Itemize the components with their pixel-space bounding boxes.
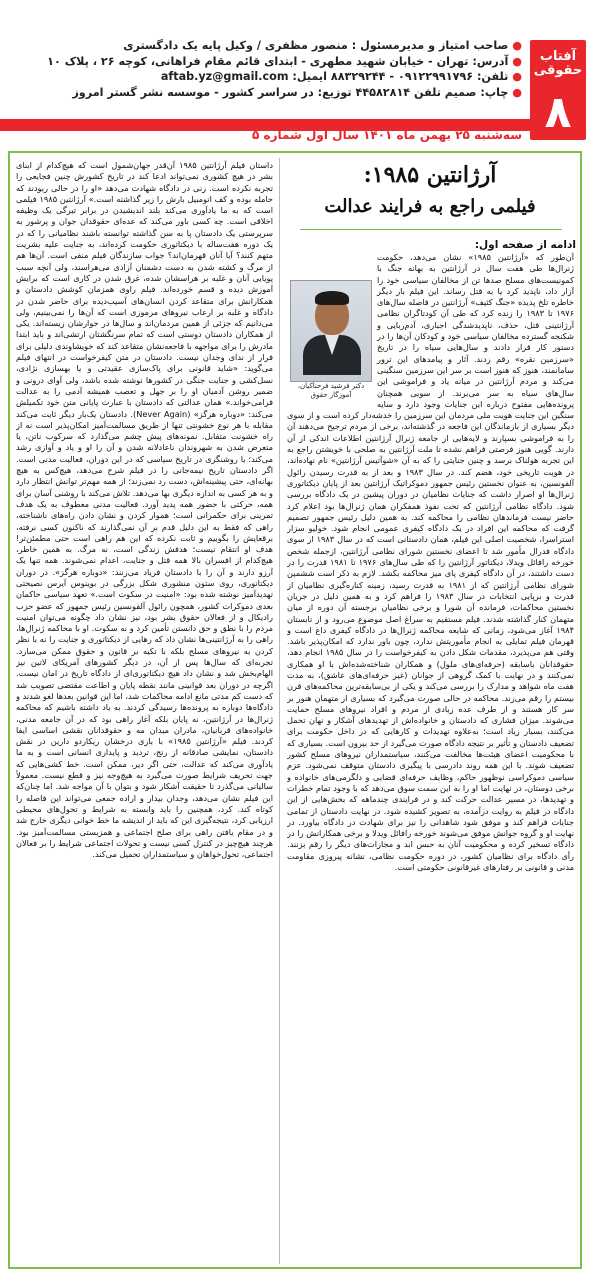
issue-date-line: سه‌شنبه ۲۵ بهمن ماه ۱۴۰۱ سال اول شماره ۵ xyxy=(251,128,522,142)
right-column-body: آن‌طور که «آرژانتین ۱۹۸۵» نشان می‌دهد، حکومت ژنرال‌ها طی هفت سال در آرژانتین به بهانه جنگ با کمونیست‌های مسلح صدها تن از مخالفان سیاسی خود را آزار داد، ناپدید کرد یا به قتل رساند. این فیلم بار دیگر خاطره تلخ پدیده «جنگ کثیف» آرژانتین در فاصله سال‌های ۱۹۷۶ تا ۱۹۸۳ را زنده کرد که طی آن کودتاگران نظامی آرژانتینی قتل، حذف، ناپدیدشدگی اجباری، آدم‌ربایی و شکنجه گسترده مخالفان سیاسی خود و کودکان آن‌ها را در دستور کار قرار دادند و سال‌هایی سیاه را در تاریخ «سرزمین نقره» رقم زدند. آثار و پیامدهای این ترور سامانمند، هنوز که هنوز است بر سر این سرزمین سنگینی می‌کند و مردم آرژانتین در میانه یاد و فراموشی این سال‌های سیاه به سر می‌برند. از سویی همچنان پرونده‌هایی مفتوح درباره این جنایات وجود دارد و سایه سنگین این جنایت هویت ملی مردمان این سرزمین را خدشه‌دار کرده است و از سوی دیگر بسیاری از بازماندگان این فاجعه در گذشته‌اند، برخی از مردم ترجیح می‌دهند آن را به فراموشی بسپارند و لایه‌هایی از جامعه ژنرال آرژانتین اطلاعات اندکی از آن دارند. گویی هنوز فرصتی فراهم نشده تا ملت آرژانتین به صلحی با خویشتن راجع به این تجربه هولناک برسد و چنین جنایتی را که به آن «شوآتیس آرژانتین» نام نهاده‌اند، در هویت تاریخی خود، هضم کند. در سال ۱۹۸۳ و بعد از به قدرت رسیدن رائول آلفونسین، به عنوان نخستین رئیس جمهور دموکراتیک آرژانتین بعد از پایان دیکتاتوری ژنرال‌ها او اصرار داشت که جنایات نظامیان در دوران پیشین در یک دادگاه بررسی شود. دادگاه نظامی آرژانتین که تحت نفوذ همفکران همان ژنرال‌ها بود اعلام کرد حاضر نیست فرماندهان نظامی را محاکمه کند. به همین دلیل رئیس جمهور تصمیم گرفت که محاکمه این افراد در یک دادگاه کیفری عمومی انجام شود. خولیو سزار استراسرا، شخصیت اصلی این فیلم، همان دادستانی است که در سال ۱۹۸۳ از سوی دادگاه فدرال مأمور شد تا اعضای نخستین شورای نظامی آرژانتین، ازجمله شخص خورخه رافائل ویدلا، دیکتاتور آرژانتین را که طی سال‌های ۱۹۷۶ تا ۱۹۸۱ قدرت را در دست داشتند، در آن دادگاه کیفری پای میز محاکمه بکشد. لازم به ذکر است ششمین شورای نظامی آرژانتین که از ۱۹۸۱ به قدرت رسید، زمینه کناره‌گیری نظامیان از قدرت و برپایی انتخابات در سال ۱۹۸۳ را فراهم کرد و به همین دلیل در جریان نخستین محاکمات، فرمانده آن شورا و برخی نظامیان برجسته آن دوره از میان متهمان کنار گذاشته شدند. فیلم مستقیم به سراغ اصل موضوع می‌رود و از تابستان ۱۹۸۴ آغاز می‌شود، زمانی که شایعه محاکمه ژنرال‌ها در دادگاه کیفری داغ است و قهرمان فیلم تمایلی به انجام مأموریتش ندارد، چون باور ندارد که امکان‌پذیر باشد. وقتی هم می‌پذیرد، مقدمات شکل دادن به کیفرخواست را در سال ۱۹۸۵ انجام دهد، حقوقدانان باسابقه (حرفه‌ای‌های ملول) و همکاران شناخته‌شده‌اش با او همکاری نمی‌کنند و در نهایت با کمک گروهی از جوانان (غیر حرفه‌ای‌های عاشق)، به مدت هفت ماه شواهد و مدارک را بررسی می‌کند و یکی از بی‌سابقه‌ترین محاکمه‌های قرن بیستم را رقم می‌زند. محاکمه در حالی صورت می‌گیرد که بسیاری از متهمان هنوز بر سر کار هستند و از طرف عده زیادی از مردم و افراد نیروهای مسلح حمایت می‌شوند. میزان فشاری که دادستان و خانواده‌اش از تهدیدهای آشکار و نهان تحمل می‌کنند، بسیار زیاد است؛ به‌علاوه تهدیدات و کارهایی که در داخل حکومت برای تضعیف دادستان و تأثیر بر نتیجه دادگاه صورت می‌گیرد از حد بیرون است. بسیاری که با محکومیت اعضای هیئت‌ها مخالفت می‌کنند، سیاستمداران نیروهای مسلح کشور تضعیف شوند. با این همه روند دادرسی با پیگیری دادستان متوقف نمی‌شود. عزم سیاسی دموکراسی نوظهور حاکم، وظایف حرفه‌ای قضایی و دلگرمی‌های خانواده و برخی دوستان، در نهایت اما او را به این سمت سوق می‌دهد که با وجود تمام خطرات و تهدیدها، در مسیر عدالت حرکت کند و در فرایندی چندماهه که بخش‌هایی از این دادگاه در فیلم به روایت درآمده، به تصویر کشیده شود. در نهایت دادستان از تمامی جنایات فراهم کند و موفق شود شاهدانی را نیز برای شهادت در دادگاه بیاورد. در نهایت او و گروه جوانش موفق می‌شوند خورخه رافائل ویدلا و برخی همکارانش را در دادگاه تسخیر کرده و محکومیت آنان به حبس ابد و مجازات‌های دیگر را رقم بزنند. رأی دادگاه برای نظامیان کشور، در دوره حکومت نظامی، نشانه پیروزی مقاومت مدنی و قانونی بر رفتارهای غیرقانونی حکومتی است. xyxy=(287,252,574,873)
left-column-body: داستان فیلم آرژانتین ۱۹۸۵ آن‌قدر جهان‌شمول است که هیچ‌کدام از ابنای بشر در هیچ کشوری نمی‌تواند ادعا کند در تاریخ کشورش چنین فجایعی را تجربه نکرده است. زنی در دادگاه شهادت می‌دهد «او را در حالی ربودند که حامله بوده و کف اتومبیل بارش را زیر گذاشته است.» آرژانتین ۱۹۸۵ فیلمی است که به ما یادآوری می‌کند بلند اندیشیدن در برابر تیرگی یک وظیفه اخلاقی است. چه کسی باور می‌کند که عده‌ای حقوقدان جوان و پرشور به سرپرستی یک دادستان پا به سن گذاشته توانسته باشند نظامیانی را که در یک دوره هفت‌ساله با دیکتاتوری حکومت کرده‌اند، به جنایت علیه بشریت متهم کنند؟ آیا آنان قهرمان‌اند؟ جواب سازندگان فیلم منفی است. آن‌ها هم از مرگ و کشته شدن به دست دشمنان آزادی می‌هراسند، ولی آنچه سبب پویایی آنان و غلبه بر هراسشان شده، غرق شدن در کاری است که برایش آموزش دیده و قسم خورده‌اند. فیلم راوی همزمان کوشش دادستان و همکارانش برای متقاعد کردن انسان‌های آسیب‌دیده برای حاضر شدن در دادگاه و غلبه بر ارعاب نیروهای مرموزی است که آن‌ها را نمی‌بینیم، ولی می‌دانیم که جزئی از همین مردمان‌اند و سال‌ها در جوارشان زیسته‌اند. یکی از همکاران دادستان دوستی است که تمام سرنگشتان ارتشی‌اند و باید ابتدا مادرش را برای مواجهه با فاجعه‌نشان متقاعد کند که خویشاوندی دلیلی برای فرار از ندای وجدان نیست. دادستان در متن کیفرخواست در انتهای فیلم می‌گوید: «شاید قانونی برای پاک‌سازی عقیدتی و یا بهسازی نژادی، نسل‌کشی و جنایت جنگی در کشورها نوشته شده باشد، ولی آوای درونی و ضمیر روشن آدمیان او را بر جهل و تعصب همیشه آدمی را به عدالت فرامی‌خواند.» همان عدالتی که دادستان با عبارت پایانی متن خود تکمیلش می‌کند: «دوباره هرگز» (Never Again). دادستان یک‌بار دیگر ثابت می‌کند مقابله با هر نوع خشونتی تنها از طریق مسالمت‌آمیز امکان‌پذیر است نه از راه خشونت متقابل. نمونه‌های پیش چشم می‌گذارد که سرکوب ناتن، یا متعرض شدن به شهروندان ناعادلانه شدن و آن را او و یاد و آوازی رشد می‌کند؛ با روشنگری در تاریخ سیاسی که در این دوران، فعالیت مدنی است. اگر دادستان تاریخ نیمه‌جانی را در فیلم شرح می‌دهد، هیچ‌کس به هیچ بهانه‌ای، حتی پیشینه‌اش، دست رد نمی‌زند؛ از همه مهم‌تر توانش انتظار دارد و به هر کسی به اندازه دیگری بها می‌دهد. تلاش می‌کند با روشنی آسان برای همه، حرکتی با حضور همه پدید آورد. فعالیت مدنی معطوف به یک هدف تمرینی برای حکمرانی است؛ هموار کردن و نشان دادن راه‌های ناشناخته، راهی که فقط به این دلیل قدم بر آن نمی‌گذارند که ناکنون کسی نرفته، برقعایش را بگوییم و ثابت نکرده که این هم راهی است حتی مطمئن‌تر! هدف او انتقام نیست؛ هدفش زندگی است، نه مرگ. به همین خاطر، هیچ‌کدام از افسران بالا همه قتل و جنایت، اعدام نمی‌شوند. همه تنها یک آرزو دارند و آن را با دادستان فریاد می‌زنند: «دوباره هرگز». در دوران دیکتاتوری، روی ستون منشوری شکل بزرگی در بوینوس آیرس نصیحتی تهدیدآمیز نوشته شده بود: «امنیت در سکوت است.» تعهد سیاسی حاکمان بعدی دموکرات کشور، همچون رائول آلفونسین رئیس جمهور که عضو حزب رادیکال و از فعالان حقوق بشر بود، نیز نشان داد چگونه می‌توان امنیت مردم را با نطق و حق دانستن تأمین کرد و نه سکوت. او با محاکمه ژنرال‌ها، راهی را به آرژانتینی‌ها نشان داد که رهایی از دیکتاتوری و جنایت را نه با نظر کردن به نیروهای مسلح بلکه با تکیه بر قانون و حقوق ممکن می‌سازد. تجربه‌ای که سال‌ها پس از آن، در دیگر کشورهای آمریکای لاتین نیز الهام‌بخش شد و نشان داد هیچ دیکتاتوری‌ای از دادگاه تاریخ در امان نیست. اگرچه در دوران بعد قوانینی مانند نقطه پایان و اطاعت مقتضی تصویب شد که دست کم مدتی مانع ادامه محاکمات شد، اما این قوانین بعدها لغو شدند و دادگاه‌ها دوباره به پرونده‌ها رسیدگی کردند. به یاد داشته باشیم که محاکمه ژنرال‌ها در آرژانتین، نه پایان بلکه آغاز راهی بود که در آن جامعه مدنی، خانواده‌های قربانیان، مادران میدان مه و حقوقدانان نقشی اساسی ایفا کردند. فیلم «آرژانتین ۱۹۸۵» با بازی درخشان ریکاردو دارین در نقش دادستان، نمایشی صادقانه از رنج، تردید و پایداری انسانی است و به ما یادآوری می‌کند که عدالت، حتی اگر دیر، ممکن است. خط کشی‌هایی که جهت تحریف شرایط صورت می‌گیرد به هیچ‌وجه نیز و قطع نیست. معمولاً سالیانی می‌گذرد تا حقیقت آشکار شود و بتوان با آن مواجه شد. اما چنان‌که این فیلم نشان می‌دهد، وجدان بیدار و اراده جمعی می‌تواند این فاصله را کوتاه کند. کرد، همچنین را باید وابسته به شرایط و تحول‌های محیطی ارزیابی کرد، نتیجه‌گیری این که باید از اندیشه ما خط خوانی دیگری خارج شد و در مقام یافتن راهی برای صلح اجتماعی و همزیستی مسالمت‌آمیز بود. هرچند هیچ‌چیز در کنترل کسی نیست و تحولات اجتماعی شرایط را بر فعالان اجتماعی، تحول‌خواهان و سیاستمداران تحمیل می‌کند. xyxy=(16,160,273,860)
left-column-text xyxy=(16,160,273,1260)
title-rule xyxy=(300,229,562,230)
publisher-info xyxy=(2,38,522,100)
newspaper-logo xyxy=(530,40,586,140)
photo-spacer xyxy=(287,252,377,400)
right-column-text xyxy=(287,252,574,1260)
column-divider xyxy=(279,158,280,1264)
masthead xyxy=(0,0,590,150)
meta-owner: صاحب امتیاز و مدیرمسئول : منصور مظفری / وکیل پایه یک دادگستری xyxy=(123,39,509,52)
meta-line-owner: ● صاحب امتیاز و مدیرمسئول : منصور مظفری / وکیل پایه یک دادگستری xyxy=(123,39,522,52)
article-title-line1: آرژانتین ۱۹۸۵: xyxy=(363,162,497,188)
meta-line-contact: ● تلفن: ۰۹۱۲۲۹۹۱۷۹۶ - ۸۸۳۲۹۲۴۴ ایمیل: aftab.yz@gmail.com xyxy=(160,70,522,83)
meta-contact: تلفن: ۰۹۱۲۲۹۹۱۷۹۶ - ۸۸۳۲۹۲۴۴ ایمیل: aftab.yz@gmail.com xyxy=(160,70,509,83)
meta-line-print: ● چاپ: صمیم تلفن ۴۴۵۸۲۸۱۴ توزیع: در سراسر کشور - موسسه نشر گستر امروز xyxy=(72,85,522,99)
article-title-line2: فیلمی راجع به فرایند عدالت xyxy=(324,196,536,217)
continued-from-label: ادامه از صفحه اول: xyxy=(474,239,576,251)
meta-address: آدرس: تهران - خیابان شهید مطهری - ابتدای قائم مقام فراهانی، کوچه ۲۶ ، پلاک ۱۰ xyxy=(47,54,509,68)
meta-line-address: ● آدرس: تهران - خیابان شهید مطهری - ابتدای قائم مقام فراهانی، کوچه ۲۶ ، پلاک ۱۰ xyxy=(47,54,522,68)
photo-caption: دکتر فرشید فرحناکیان، آموزگار حقوق xyxy=(290,382,372,400)
page-number: ۸ xyxy=(544,87,572,138)
logo-wordmark: آفتاب حقوقی xyxy=(533,49,583,78)
meta-print: چاپ: صمیم تلفن ۴۴۵۸۲۸۱۴ توزیع: در سراسر کشور - موسسه نشر گستر امروز xyxy=(72,85,509,99)
